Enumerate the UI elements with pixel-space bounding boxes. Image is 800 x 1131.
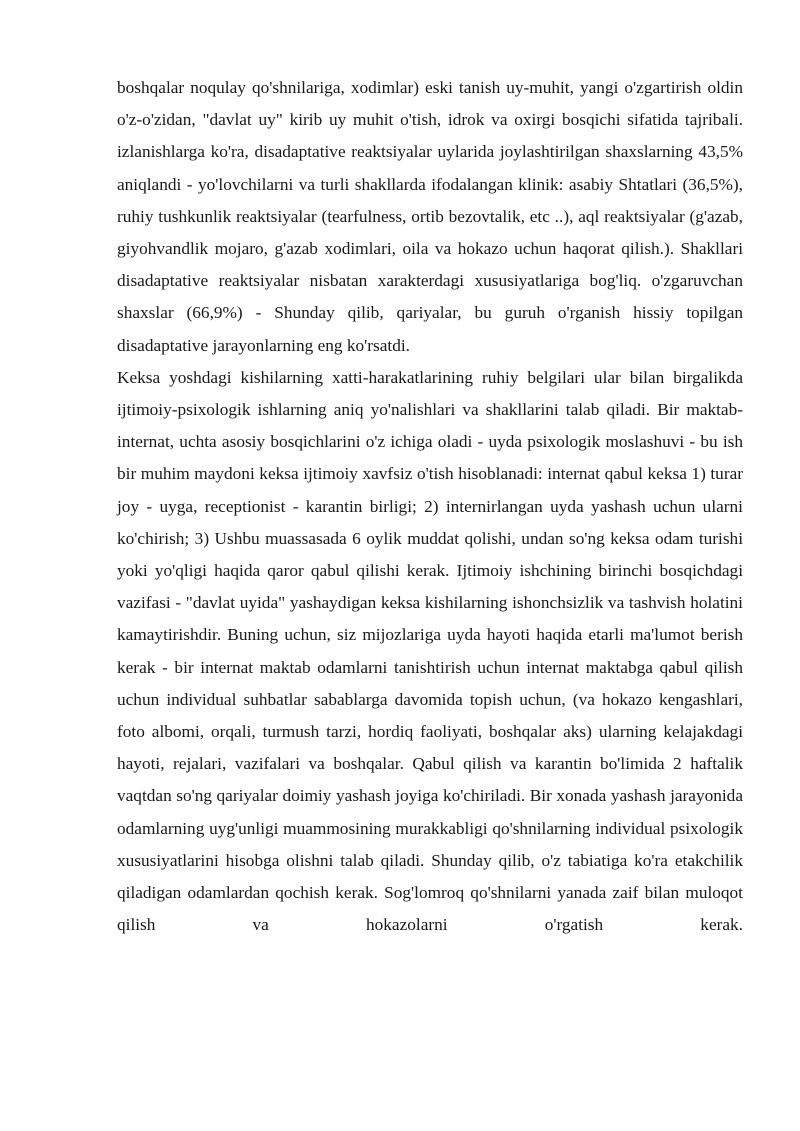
body-text (117, 72, 743, 941)
paragraph-1: boshqalar noqulay qo'shnilariga, xodimlar) eski tanish uy-muhit, yangi o'zgartirish oldin o'z-o'zidan, "davlat uy" kirib uy muhit o'tish, idrok va oxirgi bosqichi sifatida tajribali. izlanishlarga ko'ra, disadaptative reaktsiyalar uylarida joylashtirilgan shaxslarning 43,5% aniqlandi - yo'lovchilarni va turli shakllarda ifodalangan klinik: asabiy Shtatlari (36,5%), ruhiy tushkunlik reaktsiyalar (tearfulness, ortib bezovtalik, etc ..), aql reaktsiyalar (g'azab, giyohvandlik mojaro, g'azab xodimlari, oila va hokazo uchun haqorat qilish.). Shakllari disadaptative reaktsiyalar nisbatan xarakterdagi xususiyatlariga bog'liq. o'zgaruvchan shaxslar (66,9%) - Shunday qilib, qariyalar, bu guruh o'rganish hissiy topilgan disadaptative jarayonlarning eng ko'rsatdi. (117, 78, 743, 355)
paragraph-2: Keksa yoshdagi kishilarning xatti-harakatlarining ruhiy belgilari ular bilan birgalikda ijtimoiy-psixologik ishlarning aniq yo'nalishlari va shakllarini talab qiladi. Bir maktab-internat, uchta asosiy bosqichlarini o'z ichiga oladi - uyda psixologik moslashuvi - bu ish bir muhim maydoni keksa ijtimoiy xavfsiz o'tish hisoblanadi: internat qabul keksa 1) turar joy - uyga, receptionist - karantin birligi; 2) internirlangan uyda yashash uchun ularni ko'chirish; 3) Ushbu muassasada 6 oylik muddat qolishi, undan so'ng keksa odam turishi yoki yo'qligi haqida qaror qabul qilishi kerak. Ijtimoiy ishchining birinchi bosqichdagi vazifasi - "davlat uyida" yashaydigan keksa kishilarning ishonchsizlik va tashvish holatini kamaytirishdir. Buning uchun, siz mijozlariga uyda hayoti haqida etarli ma'lumot berish kerak - bir internat maktab odamlarni tanishtirish uchun internat maktabga qabul qilish uchun individual suhbatlar sabablarga davomida topish uchun, (va hokazo kengashlari, foto albomi, orqali, turmush tarzi, hordiq faoliyati, boshqalar aks) ularning kelajakdagi hayoti, rejalari, vazifalari va boshqalar. Qabul qilish va karantin bo'limida 2 haftalik vaqtdan so'ng qariyalar doimiy yashash joyiga ko'chiriladi. Bir xonada yashash jarayonida odamlarning uyg'unligi muammosining murakkabligi qo'shnilarning individual psixologik xususiyatlarini hisobga olishni talab qiladi. Shunday qilib, o'z tabiatiga ko'ra etakchilik qiladigan odamlardan qochish kerak. Sog'lomroq qo'shnilarni yanada zaif bilan muloqot qilish va hokazolarni o'rgatish kerak. (117, 367, 743, 935)
